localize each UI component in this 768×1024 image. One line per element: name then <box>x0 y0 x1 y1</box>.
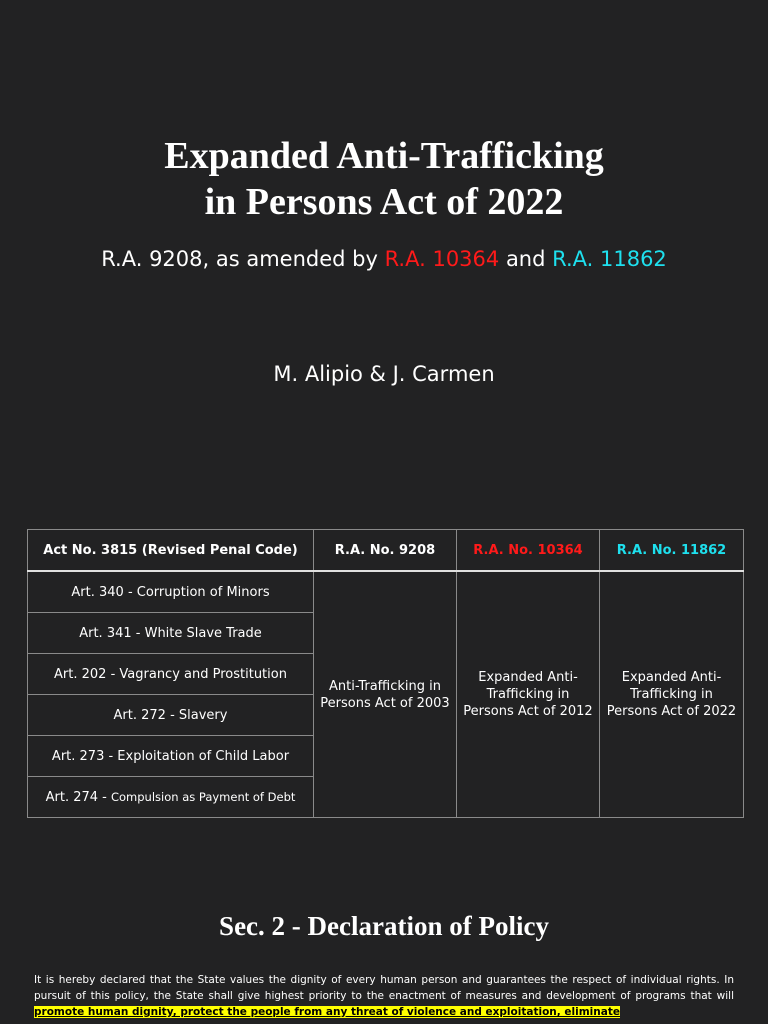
subtitle-middle: and <box>499 247 553 271</box>
act-ra-10364-cell: Expanded Anti-Trafficking in Persons Act of 2012 <box>457 571 600 818</box>
header-ra-11862: R.A. No. 11862 <box>600 530 744 572</box>
policy-paragraph <box>34 972 734 1020</box>
article-cell <box>28 777 314 818</box>
subtitle-prefix: R.A. 9208, as amended by <box>101 247 385 271</box>
page-title <box>0 133 768 225</box>
header-ra-10364: R.A. No. 10364 <box>457 530 600 572</box>
subtitle <box>0 245 768 273</box>
authors: M. Alipio & J. Carmen <box>273 362 495 386</box>
act-ra-9208-cell: Anti-Trafficking in Persons Act of 2003 <box>314 571 457 818</box>
article-cell: Art. 340 - Corruption of Minors <box>28 571 314 613</box>
header-revised-penal-code: Act No. 3815 (Revised Penal Code) <box>28 530 314 572</box>
subtitle-ra-10364: R.A. 10364 <box>384 247 500 271</box>
article-cell: Art. 272 - Slavery <box>28 695 314 736</box>
article-cell: Art. 202 - Vagrancy and Prostitution <box>28 654 314 695</box>
policy-text: It is hereby declared that the State values the dignity of every human person and guarantees the respect of individual rights. In pursuit of this policy, the State shall give highest priority to the enactment of measures and development of programs that will <box>34 974 734 1002</box>
title-line-2: in Persons Act of 2022 <box>204 181 564 223</box>
article-cell: Art. 341 - White Slave Trade <box>28 613 314 654</box>
policy-highlighted-text: promote human dignity, protect the people from any threat of violence and exploitation, eliminate <box>34 1006 620 1018</box>
section-heading: Sec. 2 - Declaration of Policy <box>219 911 549 941</box>
article-rest: Compulsion as Payment of Debt <box>110 789 296 804</box>
article-cell: Art. 273 - Exploitation of Child Labor <box>28 736 314 777</box>
title-line-1: Expanded Anti-Trafficking <box>164 135 604 177</box>
header-ra-9208: R.A. No. 9208 <box>314 530 457 572</box>
table-row <box>28 571 744 613</box>
acts-comparison-table <box>27 529 744 818</box>
table-header-row <box>28 530 744 572</box>
act-ra-11862-cell: Expanded Anti-Trafficking in Persons Act of 2022 <box>600 571 744 818</box>
subtitle-ra-11862: R.A. 11862 <box>552 247 667 271</box>
article-prefix: Art. 274 - <box>45 789 111 805</box>
